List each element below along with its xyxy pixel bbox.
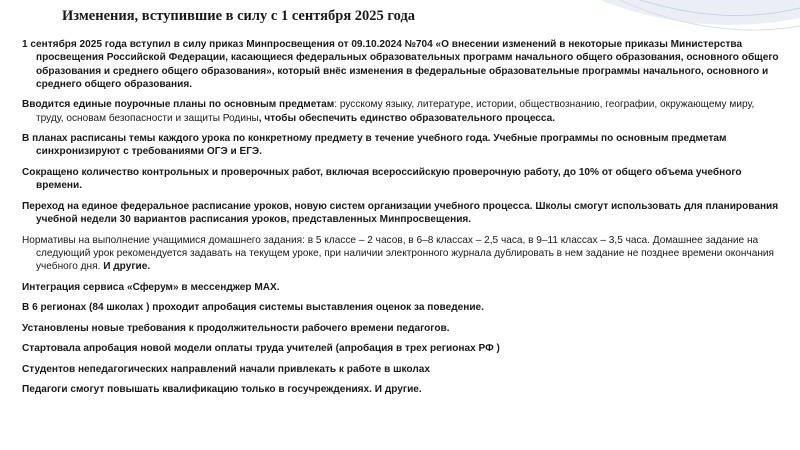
text-run: Студентов непедагогических направлений начали привлекать к работе в школах: [22, 363, 430, 375]
paragraph-schedule: [22, 200, 782, 227]
paragraph-lesson-topics: [22, 132, 782, 159]
text-run: Установлены новые требования к продолжительности рабочего времени педагогов.: [22, 322, 450, 334]
text-run: : русскому языку, литературе, истории, обществознанию, географии, окружающему миру, труду, основам безопасности и защиты Родины: [36, 99, 755, 124]
paragraph-working-time: [22, 322, 782, 335]
text-run: 1 сентября 2025 года вступил в силу приказ Минпросвещения от 09.10.2024 №704 «О внесении изменений в некоторые приказы Министерства просвещения Российской Федерации, касающиеся федеральных образовательных программ начального общего образования, основного общего образования и среднего общего образования», который внёс изменения в федеральные образовательные программы начального, основного и среднего общего образования.: [22, 39, 779, 90]
text-run: Нормативы на выполнение учащимися домашнего задания: в 5 классе – 2 часов, в 6–8 классах – 2,5 часа, в 9–11 классах – 3,5 часа. Домашнее задание на следующий урок рекомендуется задавать на текущем уроке, при наличии электронного журнала дублировать в нем задание не позднее времени окончания учебного дня.: [22, 234, 775, 273]
paragraph-order-704: [22, 38, 782, 91]
paragraph-students-in-schools: [22, 363, 782, 376]
text-run: Сокращено количество контрольных и проверочных работ, включая всероссийскую проверочную работу, до 10% от общего объема учебного времени.: [22, 166, 742, 192]
content-body: [22, 38, 782, 403]
text-run: В 6 регионах (84 школах ) проходит апробация системы выставления оценок за поведение.: [22, 302, 484, 314]
text-run: Вводится единые поурочные планы по основным предметам: [22, 99, 335, 111]
text-run: Педагоги смогут повышать квалификацию только в госучреждениях. И другие.: [22, 384, 422, 395]
text-run: И другие.: [103, 261, 151, 273]
paragraph-tests-reduction: [22, 166, 782, 193]
text-run: Интеграция сервиса «Сферум» в мессенджер MAX.: [22, 281, 280, 293]
slide-title: Изменения, вступившие в силу с 1 сентября 2025 года: [62, 8, 416, 24]
text-run: , чтобы обеспечить единство образовательного процесса.: [258, 112, 556, 124]
paragraph-qualification: [22, 383, 782, 396]
text-run: Стартовала апробация новой модели оплаты труда учителей (апробация в трех регионах РФ ): [22, 343, 500, 355]
text-run: Переход на единое федеральное расписание уроков, новую систем организации учебного процесса. Школы смогут использовать для планирования учебной недели 30 вариантов расписания уроков, представленных Минпросвещения.: [22, 200, 779, 226]
text-run: В планах расписаны темы каждого урока по конкретному предмету в течение учебного года. Учебные программы по основным предметам синхронизируют с требованиями ОГЭ и ЕГЭ.: [22, 133, 727, 158]
paragraph-pay-model: [22, 342, 782, 355]
paragraph-behavior-grades: [22, 301, 782, 314]
paragraph-homework-norms: [22, 234, 782, 274]
paragraph-lesson-plans: [22, 98, 782, 125]
paragraph-sferum: [22, 281, 782, 294]
